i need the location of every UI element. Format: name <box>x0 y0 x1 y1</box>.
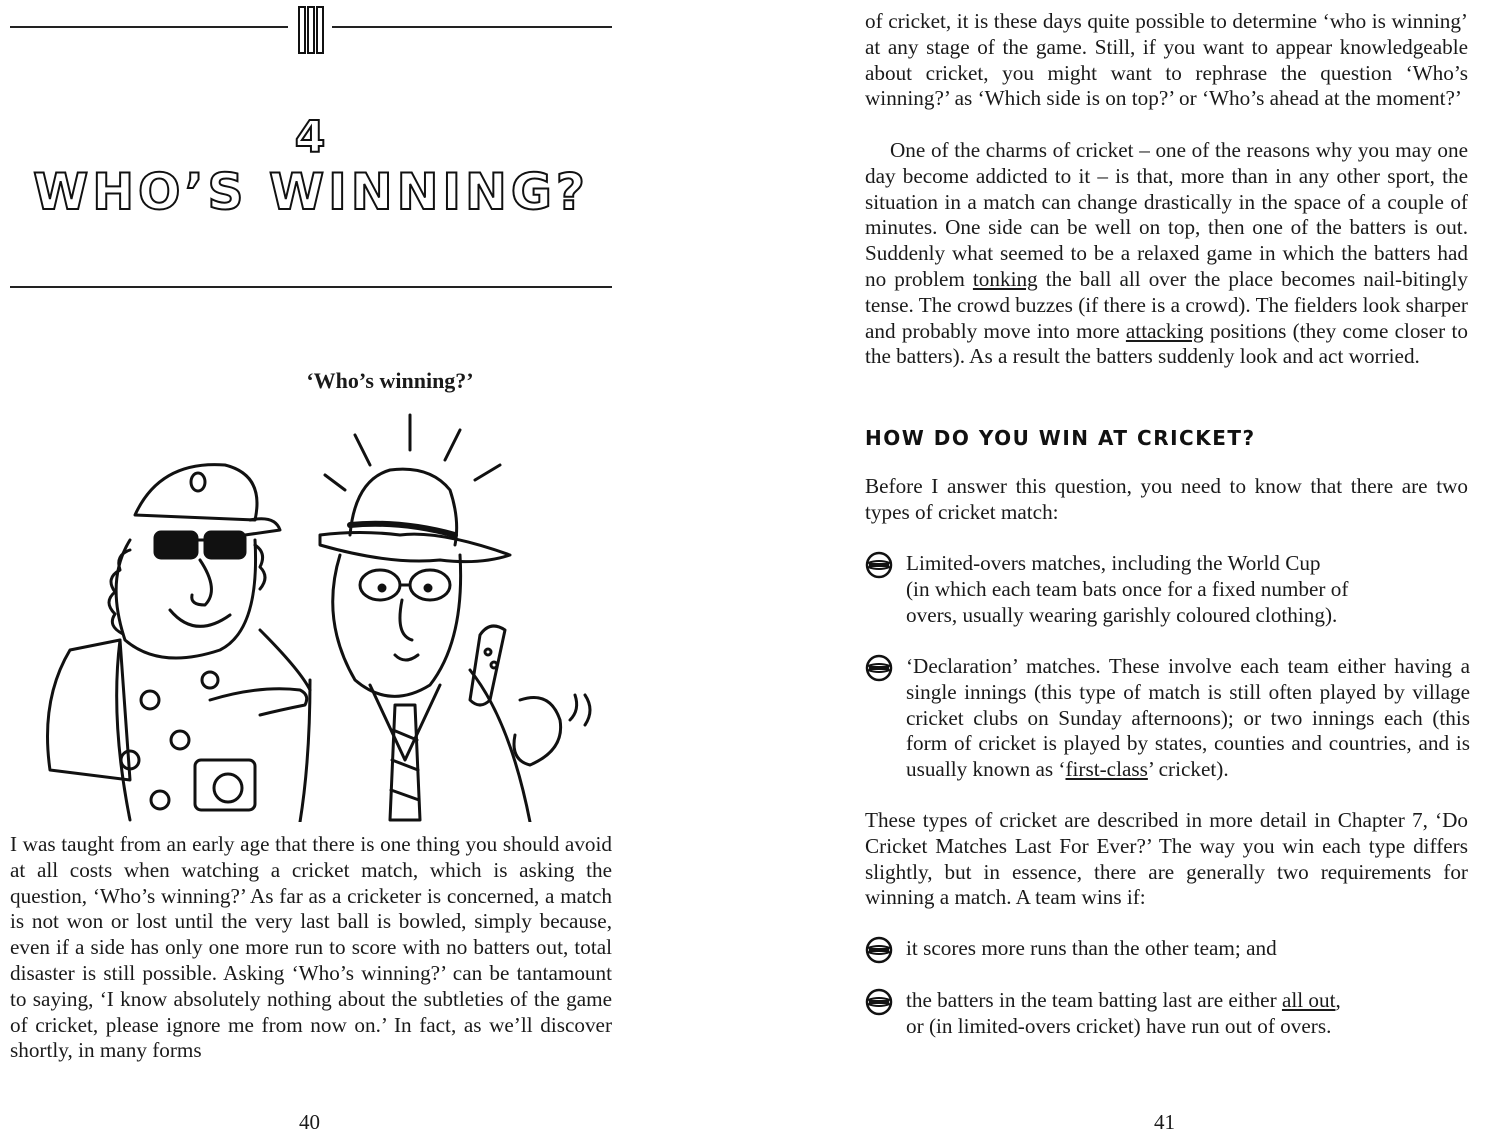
stumps-icon <box>296 5 326 55</box>
glossary-term-all-out: all out <box>1281 988 1336 1012</box>
right-paragraph-1: of cricket, it is these days quite possible to determine ‘who is winning’ at any stage of the game. Still, if you want to appear knowledgeable about cricket, you might want to rephrase the question ‘Who’s winning?’ as ‘Which side is on top?’ or ‘Who’s ahead at the moment?’ <box>865 9 1468 111</box>
cricket-ball-icon <box>865 551 893 579</box>
glossary-term-first-class: first-class <box>1065 757 1148 782</box>
section-heading: HOW DO YOU WIN AT CRICKET? <box>865 426 1256 450</box>
header-rule-left <box>10 26 288 28</box>
chapter-title: WHO’S WINNING? <box>33 163 589 221</box>
cricket-ball-icon <box>865 936 893 964</box>
right-paragraph-4: These types of cricket are described in more detail in Chapter 7, ‘Do Cricket Matches Last For Ever?’ The way you win each type differs slightly, but in essence, there are generally two requirements for winning a match. A team wins if: <box>865 808 1468 910</box>
cricket-ball-icon <box>865 988 893 1016</box>
cartoon-illustration <box>10 340 612 822</box>
chapter-number: 4 <box>294 112 328 163</box>
left-body-text: I was taught from an early age that there is one thing you should avoid at all costs when watching a cricket match, which is asking the question, ‘Who’s winning?’ As far as a cricketer is concerned, a match is not won or lost until the very last ball is bowled, simply because, even if a side has only one more run to score with no batters out, total disaster is still possible. Asking ‘Who’s winning?’ can be tantamount to saying, ‘I know absolutely nothing about the subtleties of the game of cricket, please ignore me from now on.’ In fact, as we’ll discover shortly, in many forms <box>10 832 612 1063</box>
page-number-left: 40 <box>299 1110 320 1134</box>
glossary-term-tonking: tonking <box>972 266 1038 291</box>
page-number-right: 41 <box>1154 1110 1175 1134</box>
glossary-term-attacking: attacking <box>1125 318 1204 343</box>
cartoon-caption: ‘Who’s winning?’ <box>306 368 474 393</box>
header-rule-right <box>332 26 612 28</box>
right-paragraph-2: One of the charms of cricket – one of the reasons why you may one day become addicted to it – is that, more than in any other sport, the situation in a match can change drastically in the space of a couple of minutes. One side can be well on top, then one of the batters is out. Suddenly what seemed to be a relaxed game in which the batters had no problem tonking the ball all over the place becomes nail-bitingly tense. The crowd buzzes (if there is a crowd). The fielders look sharper and probably move into more attacking positions (they come closer to the batters). As a result the batters suddenly look and act worried. <box>865 138 1468 369</box>
right-paragraph-3: Before I answer this question, you need to know that there are two types of cricket match: <box>865 474 1468 524</box>
cricket-ball-icon <box>865 654 893 682</box>
chapter-rule <box>10 286 612 288</box>
